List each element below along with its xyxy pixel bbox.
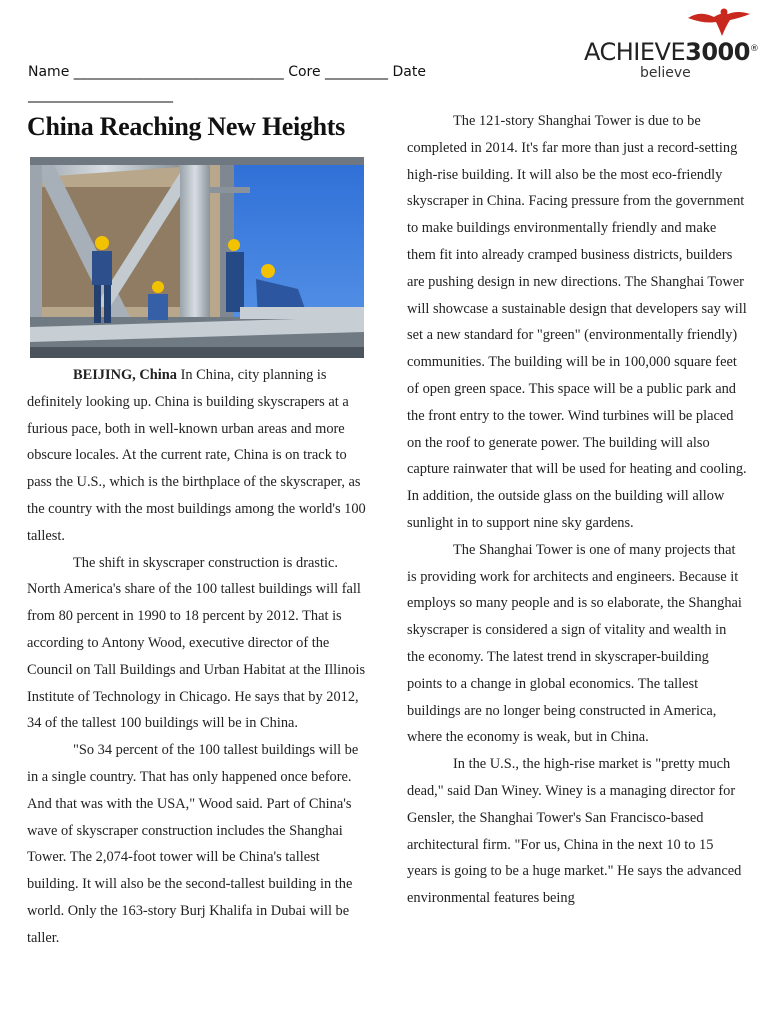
article-paragraph: "So 34 percent of the 100 tallest buildings will be in a single country. That has only happened once before. And that was with the USA," Wood said. Part of China's wave of skyscraper construction includes the Shanghai Tower. The 2,074-foot tower will be China's tallest building. It will also be the second-tallest building in the world. Only the 163-story Burj Khalifa in Dubai will be taller. <box>27 742 359 946</box>
article-paragraph: The shift in skyscraper construction is drastic. North America's share of the 100 tallest buildings will fall from 80 percent in 1990 to 18 percent by 2012. That is according to Antony Wood, executive director of the Council on Tall Buildings and Urban Habitat at the Illinois Institute of Technology in Chicago. He says that by 2012, 34 of the tallest 100 buildings will be in China. <box>27 554 366 732</box>
achieve3000-logo <box>584 8 759 84</box>
article-paragraph: The 121-story Shanghai Tower is due to be completed in 2014. It's far more than just a record-setting high-rise building. It will also be the most eco-friendly skyscraper in China. Facing pressure from the government to make buildings environmentally friendly and make them fit into already cramped business districts, builders are pushing design in new directions. The Shanghai Tower will showcase a sustainable design that developers say will set a new standard for "green" (environmentally friendly) communities. The building will be in 100,000 square feet of open green space. This space will be a public park and the front entry to the tower. Wind turbines will be placed on the roof to generate power. The building will also capture rainwater that will be used for heating and cooling. In addition, the outside glass on the building will allow sunlight in to support nine sky gardens. <box>407 113 747 531</box>
brand-wordmark: ACHIEVE3000® <box>584 38 759 66</box>
name-core-date-line: Name ______________________________ Core _________ Date <box>28 64 426 80</box>
date-blank-line: ________________________ <box>28 87 172 103</box>
article-title: China Reaching New Heights <box>27 112 345 141</box>
construction-workers-photo <box>30 157 364 358</box>
article-paragraph: The Shanghai Tower is one of many projects that is providing work for architects and engineers. Because it employs so many people and is so elaborate, the Shanghai skyscraper is considered a sign of vitality and wealth in the economy. The latest trend in skyscraper-building points to a change in global economics. The tallest buildings are no longer being constructed in America, where the economy is weak, but in China. <box>407 541 742 746</box>
jumping-figure-icon <box>686 8 752 38</box>
article-right-column <box>407 108 747 912</box>
brand-tagline: believe <box>640 65 691 81</box>
dateline: BEIJING, China <box>73 367 177 383</box>
article-paragraph: In the U.S., the high-rise market is "pretty much dead," said Dan Winey. Winey is a managing director for Gensler, the Shanghai Tower's San Francisco-based architectural firm. "For us, China in the next 10 to 15 years is going to be a huge market." He says the advanced environmental features being <box>407 756 742 907</box>
article-left-column <box>27 362 367 952</box>
article-paragraph: BEIJING, China In China, city planning is definitely looking up. China is building skyscrapers at a furious pace, both in well-known urban areas and more obscure locales. At the current rate, China is on track to pass the U.S., which is the birthplace of the skyscraper, as the country with the most buildings among the world's 100 tallest. <box>27 367 366 544</box>
